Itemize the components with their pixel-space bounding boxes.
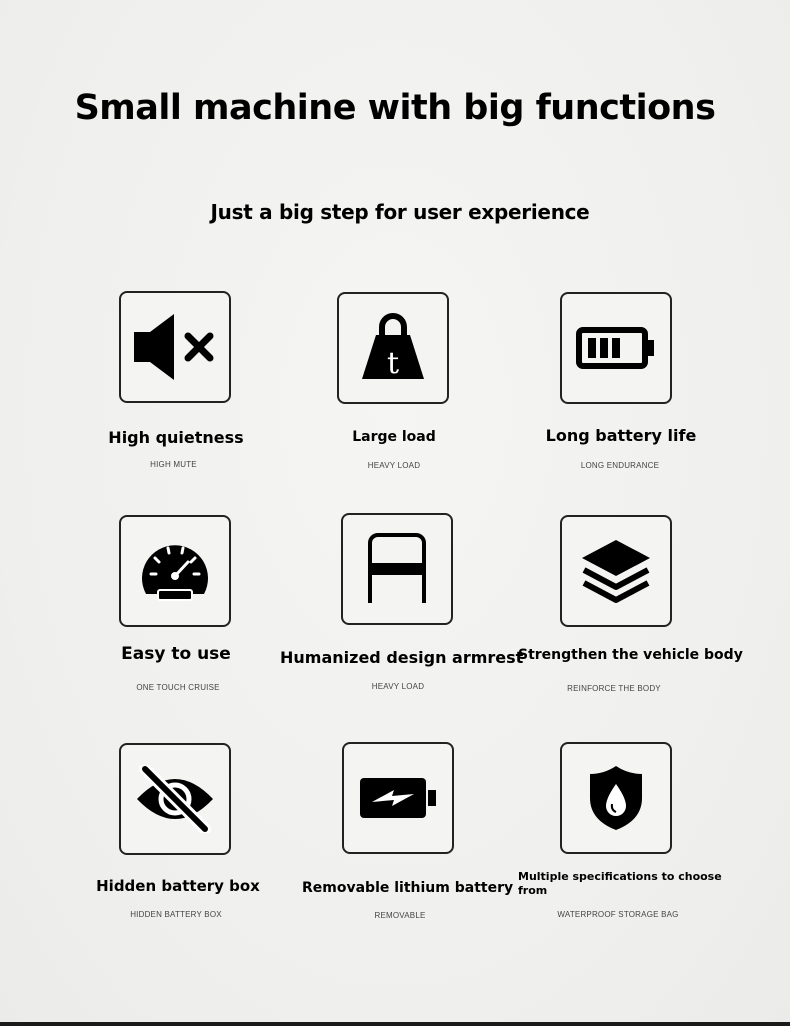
feature-sublabel: LONG ENDURANCE xyxy=(580,461,660,470)
shield-drop-icon xyxy=(588,764,644,832)
armrest-icon xyxy=(366,533,428,605)
feature-sublabel: ONE TOUCH CRUISE xyxy=(136,683,220,692)
feature-sublabel: HEAVY LOAD xyxy=(367,461,421,470)
feature-tile-armrest xyxy=(341,513,453,625)
feature-label: Removable lithium battery xyxy=(302,880,514,896)
feature-tile-hidden-battery-box xyxy=(119,743,231,855)
feature-label: Strengthen the vehicle body xyxy=(518,647,743,663)
feature-sublabel: WATERPROOF STORAGE BAG xyxy=(557,910,679,919)
feature-sublabel: REINFORCE THE BODY xyxy=(567,684,661,693)
page-title: Small machine with big functions xyxy=(74,88,716,128)
feature-label: Humanized design armrest xyxy=(280,648,524,667)
feature-tile-high-quietness xyxy=(119,291,231,403)
feature-label: Long battery life xyxy=(545,426,697,445)
feature-sublabel: HEAVY LOAD xyxy=(371,682,425,691)
svg-text:t: t xyxy=(386,346,400,381)
feature-tile-removable-battery xyxy=(342,742,454,854)
mute-speaker-icon xyxy=(132,312,218,382)
layers-icon xyxy=(580,538,652,604)
feature-sublabel: HIDDEN BATTERY BOX xyxy=(130,910,222,919)
speedometer-icon xyxy=(138,538,212,604)
feature-label: Multiple specifications to choose from xyxy=(518,870,722,897)
feature-label: Hidden battery box xyxy=(96,877,260,895)
battery-charge-icon xyxy=(358,776,438,820)
feature-sublabel: REMOVABLE xyxy=(374,911,426,920)
page-subtitle: Just a big step for user experience xyxy=(210,200,590,224)
weight-ton-icon xyxy=(358,313,428,383)
feature-tile-long-battery-life xyxy=(560,292,672,404)
hidden-eye-icon xyxy=(135,765,215,833)
feature-tile-vehicle-body xyxy=(560,515,672,627)
feature-sublabel: HIGH MUTE xyxy=(150,460,197,469)
feature-label: Large load xyxy=(352,429,436,445)
feature-tile-specifications xyxy=(560,742,672,854)
feature-label: Easy to use xyxy=(121,644,231,664)
feature-tile-large-load xyxy=(337,292,449,404)
feature-tile-easy-to-use xyxy=(119,515,231,627)
feature-label: High quietness xyxy=(108,428,244,447)
bottom-border xyxy=(0,1022,790,1026)
battery-icon xyxy=(576,327,656,369)
